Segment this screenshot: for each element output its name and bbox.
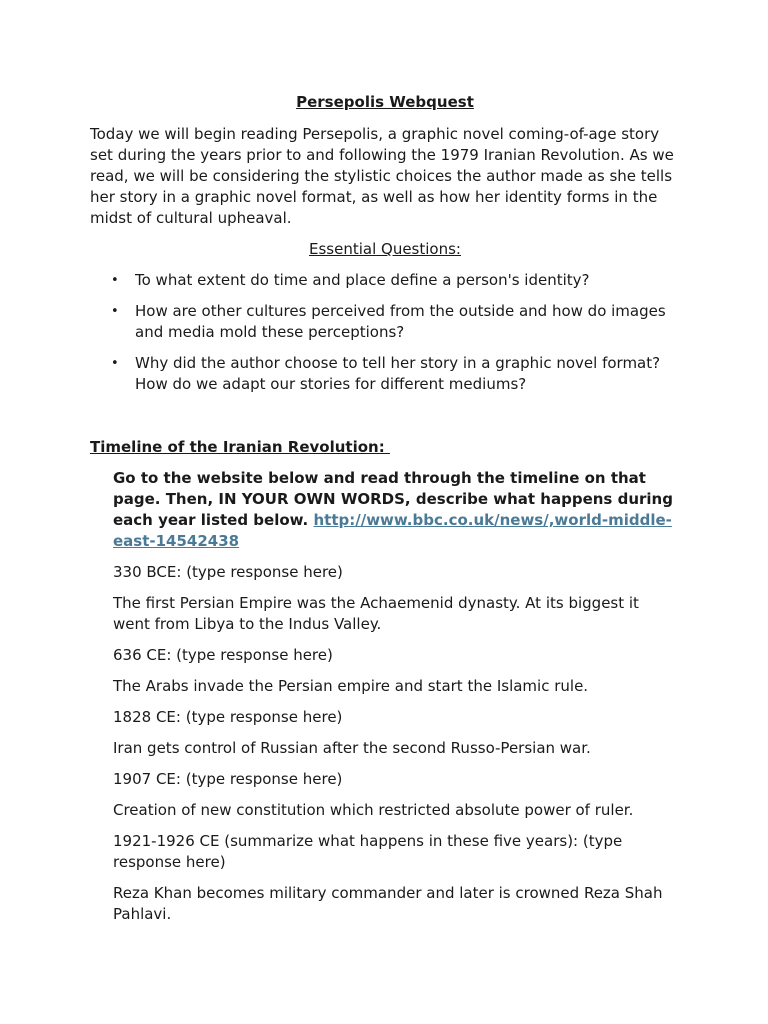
bbc-timeline-link[interactable]: http://www.bbc.co.uk/news/,world-middle-east-14542438 (113, 511, 672, 550)
question-text: How are other cultures perceived from the outside and how do images and media mold these perceptions? (135, 302, 666, 341)
timeline-section (113, 468, 680, 925)
timeline-prompt-636-ce: 636 CE: (type response here) (113, 646, 333, 664)
bullet-icon: • (111, 273, 119, 288)
timeline-response-1828-ce[interactable]: Iran gets control of Russian after the second Russo-Persian war. (113, 739, 591, 757)
document-page (90, 90, 680, 925)
list-item (90, 270, 680, 291)
timeline-prompt-1921-1926-ce: 1921-1926 CE (summarize what happens in these five years): (type response here) (113, 832, 623, 871)
instructions-text: Go to the website below and read through the timeline on that page. Then, IN YOUR OWN WORDS, describe what happens during each year listed below. (113, 469, 673, 529)
essential-questions-list (90, 270, 680, 395)
timeline-response-330-bce[interactable]: The first Persian Empire was the Achaemenid dynasty. At its biggest it went from Libya to the Indus Valley. (113, 594, 639, 633)
list-item (90, 353, 680, 395)
timeline-response-1921-1926-ce[interactable]: Reza Khan becomes military commander and later is crowned Reza Shah Pahlavi. (113, 884, 663, 923)
bullet-icon: • (111, 304, 119, 319)
timeline-prompt-1828-ce: 1828 CE: (type response here) (113, 708, 343, 726)
timeline-prompt-330-bce: 330 BCE: (type response here) (113, 563, 343, 581)
timeline-prompt-1907-ce: 1907 CE: (type response here) (113, 770, 343, 788)
instructions-paragraph (113, 468, 680, 552)
timeline-response-636-ce[interactable]: The Arabs invade the Persian empire and start the Islamic rule. (113, 677, 589, 695)
question-text: To what extent do time and place define a person's identity? (135, 271, 590, 289)
timeline-heading: Timeline of the Iranian Revolution: (90, 438, 390, 456)
intro-paragraph: Today we will begin reading Persepolis, a graphic novel coming-of-age story set during the years prior to and following the 1979 Iranian Revolution. As we read, we will be considering the stylistic choices the author made as she tells her story in a graphic novel format, as well as how her identity forms in the midst of cultural upheaval. (90, 125, 674, 227)
timeline-response-1907-ce[interactable]: Creation of new constitution which restricted absolute power of ruler. (113, 801, 634, 819)
list-item (90, 301, 680, 343)
bullet-icon: • (111, 356, 119, 371)
essential-questions-heading: Essential Questions: (309, 240, 461, 258)
document-title: Persepolis Webquest (296, 93, 474, 111)
question-text: Why did the author choose to tell her story in a graphic novel format? How do we adapt our stories for different mediums? (135, 354, 661, 393)
